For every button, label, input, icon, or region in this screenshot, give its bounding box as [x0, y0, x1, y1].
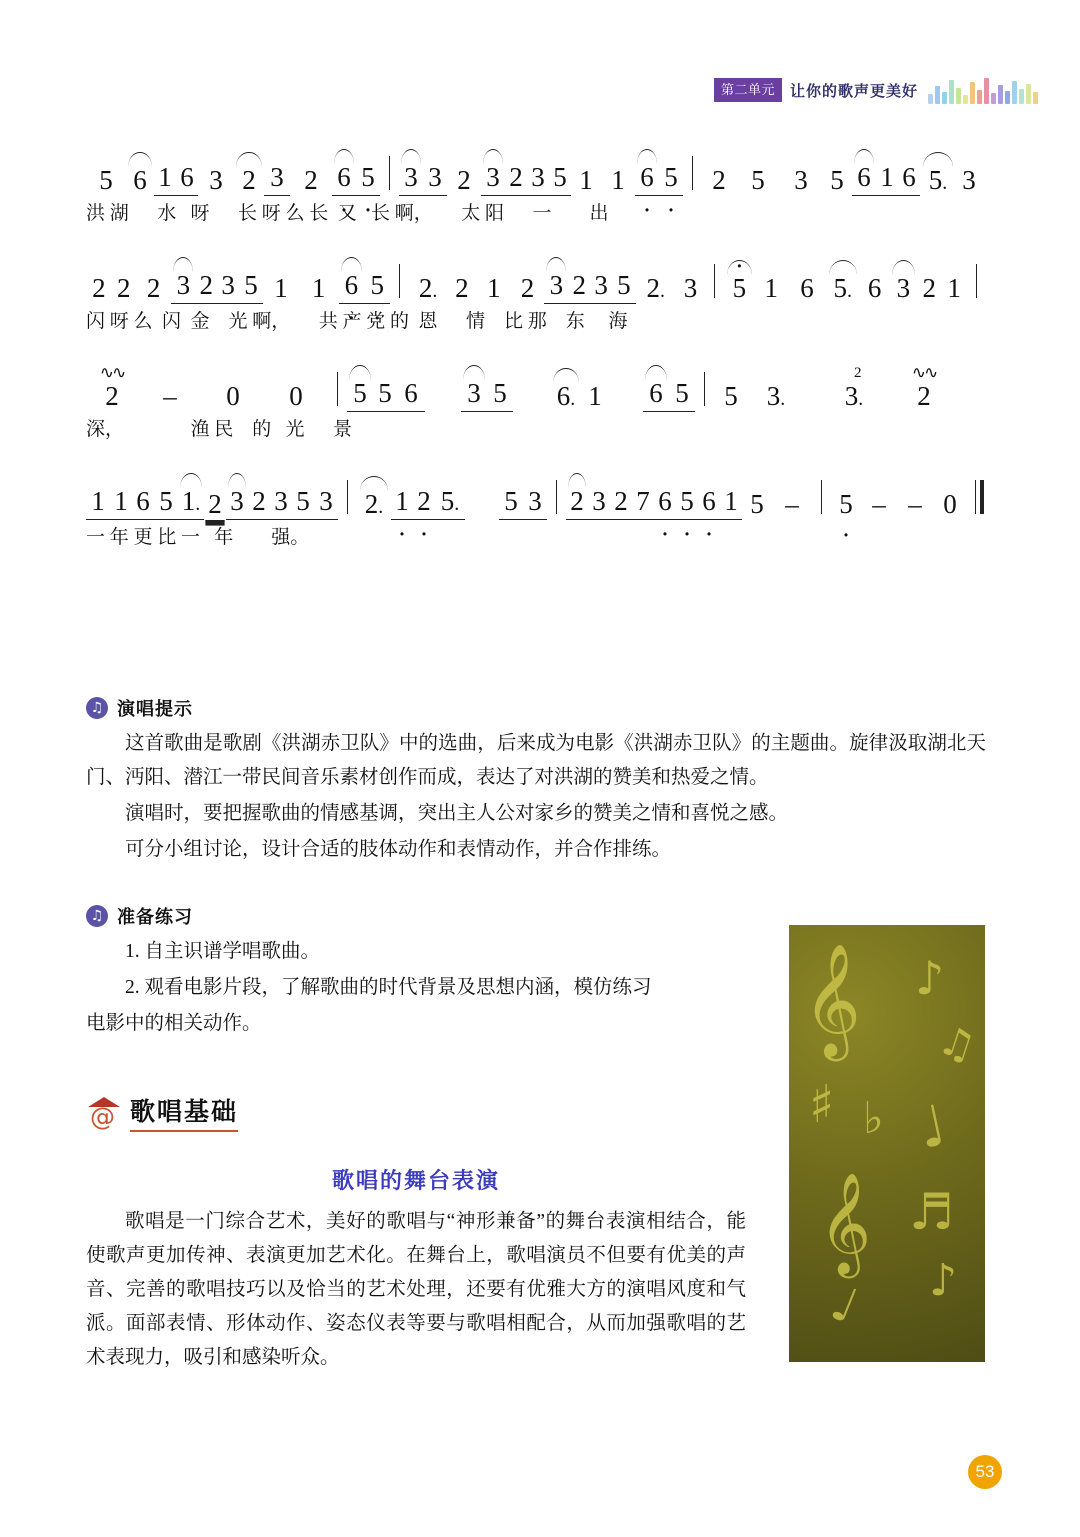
header-bar	[1026, 84, 1031, 104]
unit-title: 让你的歌声更美好	[789, 82, 918, 100]
paragraph: 可分小组讨论，设计合适的肢体动作和表情动作，并合作排练。	[125, 839, 672, 860]
lyrics-row: 深， 渔 民 的 光 景	[86, 419, 353, 440]
lyrics-row: 一 年 更 比 一 年 强。	[86, 527, 310, 548]
unit-tag: 第二单元	[714, 78, 782, 102]
subsection-heading: 歌唱的舞台表演	[331, 1168, 500, 1193]
section-header	[86, 1092, 746, 1132]
lyrics-row: 闪 呀 么 闪 金 光 啊， 共 产 党 的 恩 情 比 那 东 海	[86, 311, 628, 332]
section-header	[86, 695, 986, 721]
paragraph: 这首歌曲是歌剧《洪湖赤卫队》中的选曲，后来成为电影《洪湖赤卫队》的主题曲。旋律汲取湖北天门、沔阳、潜江一带民间音乐素材创作而成，表达了对洪湖的赞美和热爱之情。	[86, 733, 986, 788]
sharp-icon: ♯	[809, 1075, 835, 1135]
list-item: 2. 观看电影片段，了解歌曲的时代背景及思想内涵，模仿练习	[125, 977, 652, 998]
header-bar	[1005, 91, 1010, 104]
lyrics-row: 洪 湖 水 呀 长 呀 么 长 又 长 啊， 太 阳 一 出	[86, 203, 609, 224]
graduation-cap-icon: @	[86, 1095, 124, 1129]
notes-row: 2 2 2 3 2 3 5 1 1 6 · 5 · 2. 2 1 2 3 2 3 5 2. 3 · 5 1 6 5. 6 3 2 1	[86, 258, 986, 304]
music-notation	[86, 150, 986, 582]
score-line	[86, 474, 986, 554]
score-line	[86, 150, 986, 230]
header-decoration-bars	[928, 76, 1040, 104]
header-bar	[991, 93, 996, 104]
header-bar	[984, 78, 989, 104]
preparation-practice-section	[86, 903, 746, 1043]
score-line	[86, 363, 986, 446]
header-bar	[1033, 92, 1038, 104]
quarter-note-icon: ♩	[912, 1092, 952, 1163]
notes-row: ∿∿ 2 – 0 0 5 5 6 3 5 6. 1 6 5 5 3. 2 3. ∿∿ 2	[99, 363, 937, 411]
eighth-note-icon: ♪	[929, 1255, 958, 1306]
header-bar	[935, 86, 940, 104]
flat-icon: ♭	[863, 1093, 884, 1144]
beamed-notes-icon: ♬	[909, 1183, 954, 1241]
header-bar	[998, 85, 1003, 104]
treble-clef-icon: 𝄞	[819, 1171, 872, 1274]
paragraph: 演唱时，要把握歌曲的情感基调，突出主人公对家乡的赞美之情和喜悦之感。	[125, 803, 789, 824]
page-header	[714, 78, 1040, 102]
header-bar	[942, 92, 947, 104]
singing-tips-section	[86, 695, 986, 869]
treble-clef-icon: 𝄞	[803, 943, 861, 1057]
beamed-notes-icon: ♫	[932, 1016, 982, 1072]
header-bar	[956, 88, 961, 104]
notes-row: 1 1 6 5 1. 2 3 2 3 5 3 2. 1 · 2 · 5. 5 3 2 3 2 7 6 · 5 · 6 · 1 5 – 5 · – – 0	[86, 474, 986, 520]
singing-basics-section	[86, 1092, 746, 1377]
eighth-note-icon: ♪	[915, 951, 945, 1005]
paragraph: 歌唱是一门综合艺术，美好的歌唱与“神形兼备”的舞台表演相结合，能使歌声更加传神、表演更加艺术化。在舞台上，歌唱演员不但要有优美的声音、完善的歌唱技巧以及恰当的艺术处理，还要有优雅大方的演唱风度和气派。面部表情、形体动作、姿态仪表等要与歌唱相配合，从而加强歌唱的艺术表现力，吸引和感染听众。	[86, 1211, 746, 1368]
quarter-note-icon: ♩	[823, 1274, 866, 1336]
header-bar	[963, 95, 968, 104]
music-note-icon: ♫	[86, 697, 108, 719]
header-bar	[1019, 89, 1024, 104]
list-item: 电影中的相关动作。	[86, 1013, 262, 1034]
header-bar	[949, 80, 954, 104]
header-bar	[977, 90, 982, 104]
section-title: 准备练习	[117, 907, 193, 927]
header-bar	[1012, 81, 1017, 104]
header-bar	[928, 94, 933, 104]
notes-row: 5 6 1 6 3 2 3 2 6 · 5 · 3 3 2 3 2 3 5 1 1 6 · 5 · 2 5 3 5 6 1 6 5. 3	[86, 150, 986, 196]
section-heading: 歌唱基础	[130, 1092, 238, 1132]
list-item: 1. 自主识谱学唱歌曲。	[125, 941, 321, 962]
page-number: 53	[968, 1455, 1002, 1489]
section-title: 演唱提示	[117, 699, 193, 719]
section-header	[86, 903, 746, 929]
header-bar	[970, 82, 975, 104]
score-line	[86, 258, 986, 338]
music-notes-photo	[789, 925, 985, 1362]
music-note-icon: ♫	[86, 905, 108, 927]
